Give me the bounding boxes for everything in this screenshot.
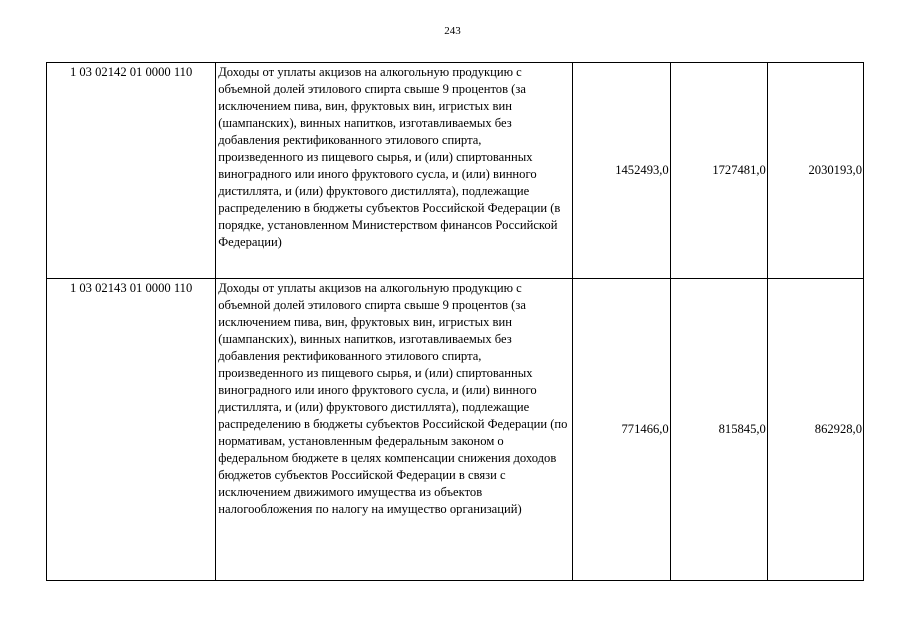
revenue-description-cell: Доходы от уплаты акцизов на алкогольную продукцию с объемной долей этилового спирта свыше 9 процентов (за исключением пива, вин, фруктовых вин, игристых вин (шампанских), винных напитков, изготавливаемых без добавления ректификованного этилового спирта, произведенного из пищевого сырья, и (или) спиртованных виноградного или иного фруктового сусла, и (или) винного дистиллята, и (или) фруктового дистиллята), подлежащие распределению в бюджеты субъектов Российской Федерации (в порядке, установленном Министерством финансов Российской Федерации): [216, 63, 572, 279]
revenue-code-cell: 1 03 02142 01 0000 110: [47, 63, 216, 279]
budget-revenue-table: [46, 62, 864, 581]
revenue-code-cell: 1 03 02143 01 0000 110: [47, 279, 216, 581]
amount-year-2-cell: 1727481,0: [670, 63, 767, 279]
amount-year-2-cell: 815845,0: [670, 279, 767, 581]
page-number: 243: [444, 25, 461, 37]
amount-year-1-cell: 1452493,0: [572, 63, 670, 279]
amount-year-3-cell: 2030193,0: [767, 63, 863, 279]
amount-year-3-cell: 862928,0: [767, 279, 863, 581]
amount-year-1-cell: 771466,0: [572, 279, 670, 581]
table-row: [47, 63, 864, 279]
table-row: [47, 279, 864, 581]
revenue-description-cell: Доходы от уплаты акцизов на алкогольную продукцию с объемной долей этилового спирта свыше 9 процентов (за исключением пива, вин, фруктовых вин, игристых вин (шампанских), винных напитков, изготавливаемых без добавления ректификованного этилового спирта, произведенного из пищевого сырья, и (или) спиртованных виноградного или иного фруктового сусла, и (или) винного дистиллята, и (или) фруктового дистиллята), подлежащие распределению в бюджеты субъектов Российской Федерации (по нормативам, установленным федеральным законом о федеральном бюджете в целях компенсации снижения доходов бюджетов субъектов Российской Федерации в связи с исключением движимого имущества из объектов налогообложения по налогу на имущество организаций): [216, 279, 572, 581]
